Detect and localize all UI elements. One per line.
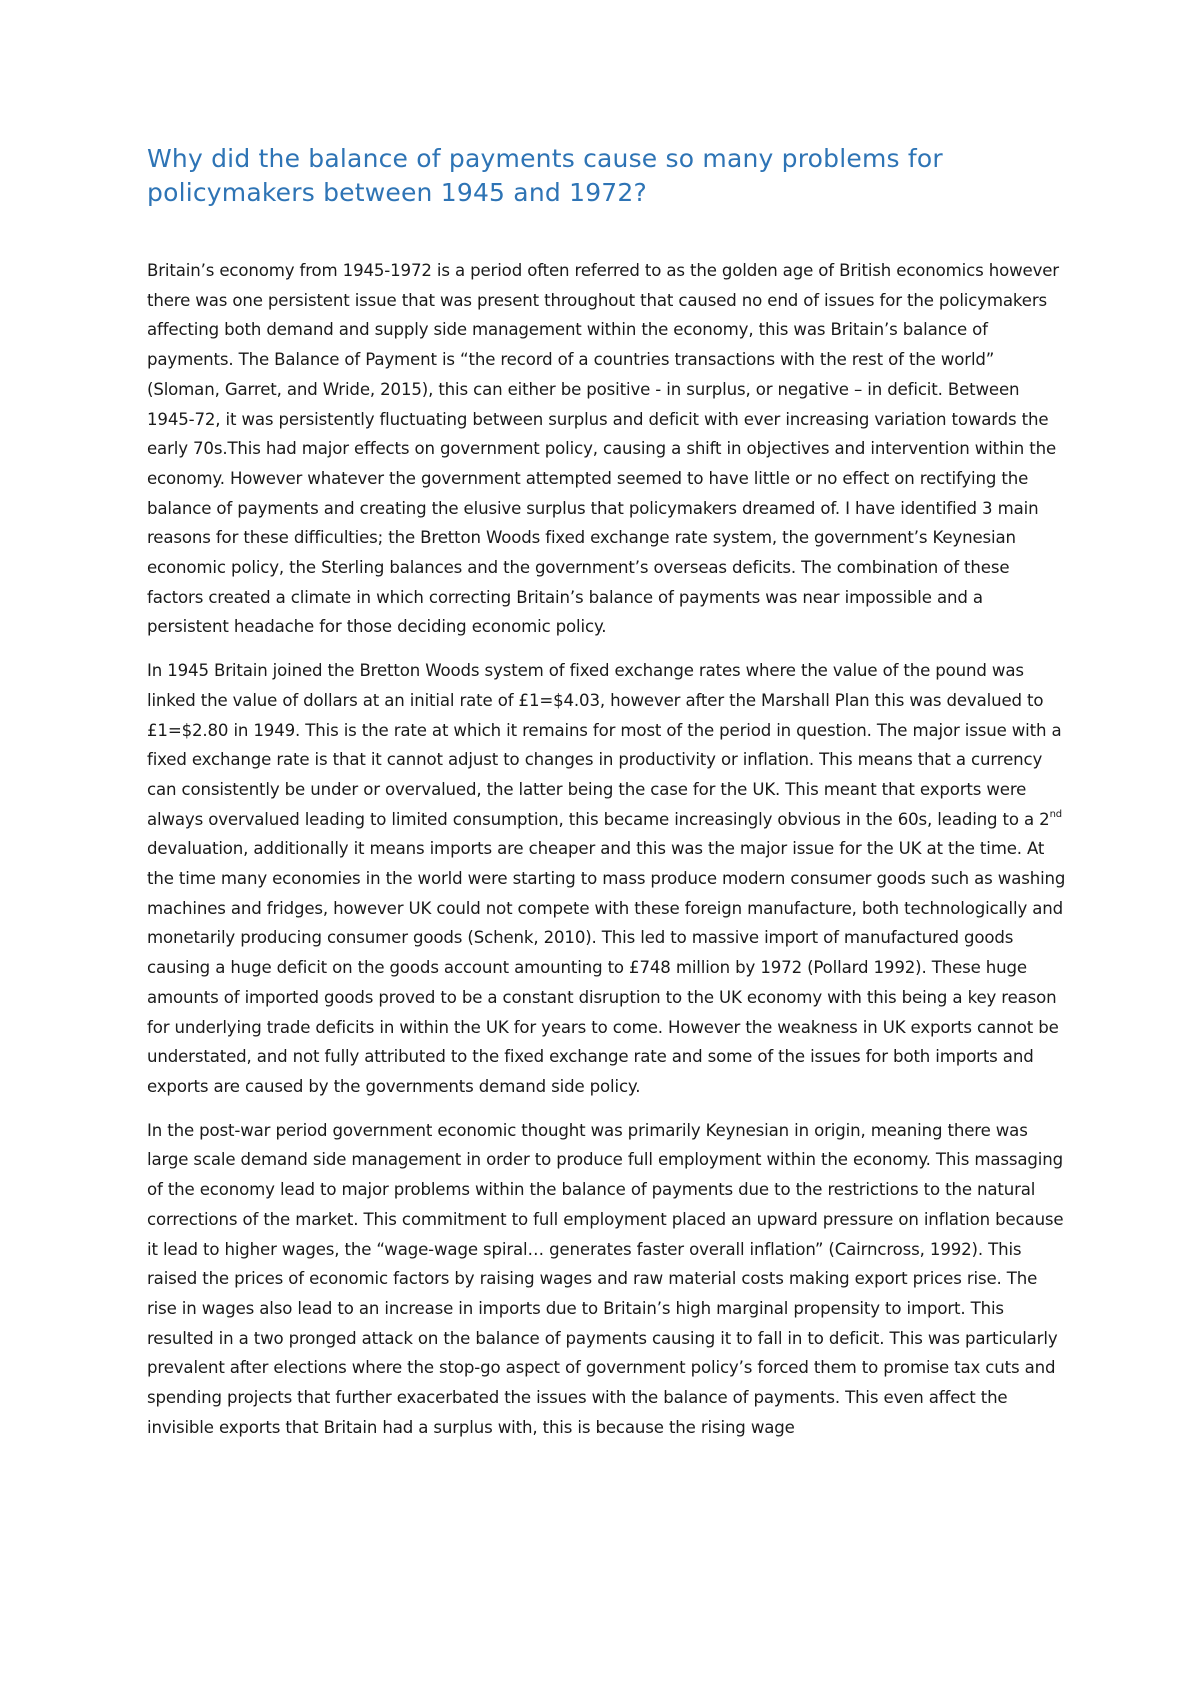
document-title: Why did the balance of payments cause so many problems for policymakers between 1945 and 1972? [147, 144, 943, 207]
paragraph-bretton-woods [147, 656, 1067, 1102]
document-body [147, 142, 1067, 1456]
paragraph-intro: Britain’s economy from 1945-1972 is a period often referred to as the golden age of British economics however there was one persistent issue that was present throughout that caused no end of issues for the policymakers affecting both demand and supply side management within the economy, this was Britain’s balance of payments. The Balance of Payment is “the record of a countries transactions with the rest of the world” (Sloman, Garret, and Wride, 2015), this can either be positive - in surplus, or negative – in deficit. Between 1945-72, it was persistently fluctuating between surplus and deficit with ever increasing variation towards the early 70s.This had major effects on government policy, causing a shift in objectives and intervention within the economy. However whatever the government attempted seemed to have little or no effect on rectifying the balance of payments and creating the elusive surplus that policymakers dreamed of. I have identified 3 main reasons for these difficulties; the Bretton Woods fixed exchange rate system, the government’s Keynesian economic policy, the Sterling balances and the government’s overseas deficits. The combination of these factors created a climate in which correcting Britain’s balance of payments was near impossible and a persistent headache for those deciding economic policy. [147, 261, 1059, 637]
paragraph-text-before-superscript: In 1945 Britain joined the Bretton Woods system of fixed exchange rates where the value of the pound was linked the value of dollars at an initial rate of £1=$4.03, however after the Marshall Plan this was devalued to £1=$2.80 in 1949. This is the rate at which it remains for most of the period in question. The major issue with a fixed exchange rate is that it cannot adjust to changes in productivity or inflation. This means that a currency can consistently be under or overvalued, the latter being the case for the UK. This meant that exports were always overvalued leading to limited consumption, this became increasingly obvious in the 60s, leading to a 2 [147, 661, 1062, 829]
paragraph-keynesian-policy: In the post-war period government economic thought was primarily Keynesian in origin, meaning there was large scale demand side management in order to produce full employment within the economy. This massaging of the economy lead to major problems within the balance of payments due to the restrictions to the natural corrections of the market. This commitment to full employment placed an upward pressure on inflation because it lead to higher wages, the “wage-wage spiral… generates faster overall inflation” (Cairncross, 1992). This raised the prices of economic factors by raising wages and raw material costs making export prices rise. The rise in wages also lead to an increase in imports due to Britain’s high marginal propensity to import. This resulted in a two pronged attack on the balance of payments causing it to fall in to deficit. This was particularly prevalent after elections where the stop-go aspect of government policy’s forced them to promise tax cuts and spending projects that further exacerbated the issues with the balance of payments. This even affect the invisible exports that Britain had a surplus with, this is because the rising wage [147, 1120, 1064, 1437]
paragraph-text-after-superscript: devaluation, additionally it means imports are cheaper and this was the major issue for the UK at the time. At the time many economies in the world were starting to mass produce modern consumer goods such as washing machines and fridges, however UK could not compete with these foreign manufacture, both technologically and monetarily producing consumer goods (Schenk, 2010). This led to massive import of manufactured goods causing a huge deficit on the goods account amounting to £748 million by 1972 (Pollard 1992). These huge amounts of imported goods proved to be a constant disruption to the UK economy with this being a key reason for underlying trade deficits in within the UK for years to come. However the weakness in UK exports cannot be understated, and not fully attributed to the fixed exchange rate and some of the issues for both imports and exports are caused by the governments demand side policy. [147, 839, 1066, 1096]
ordinal-superscript: nd [1049, 809, 1062, 821]
